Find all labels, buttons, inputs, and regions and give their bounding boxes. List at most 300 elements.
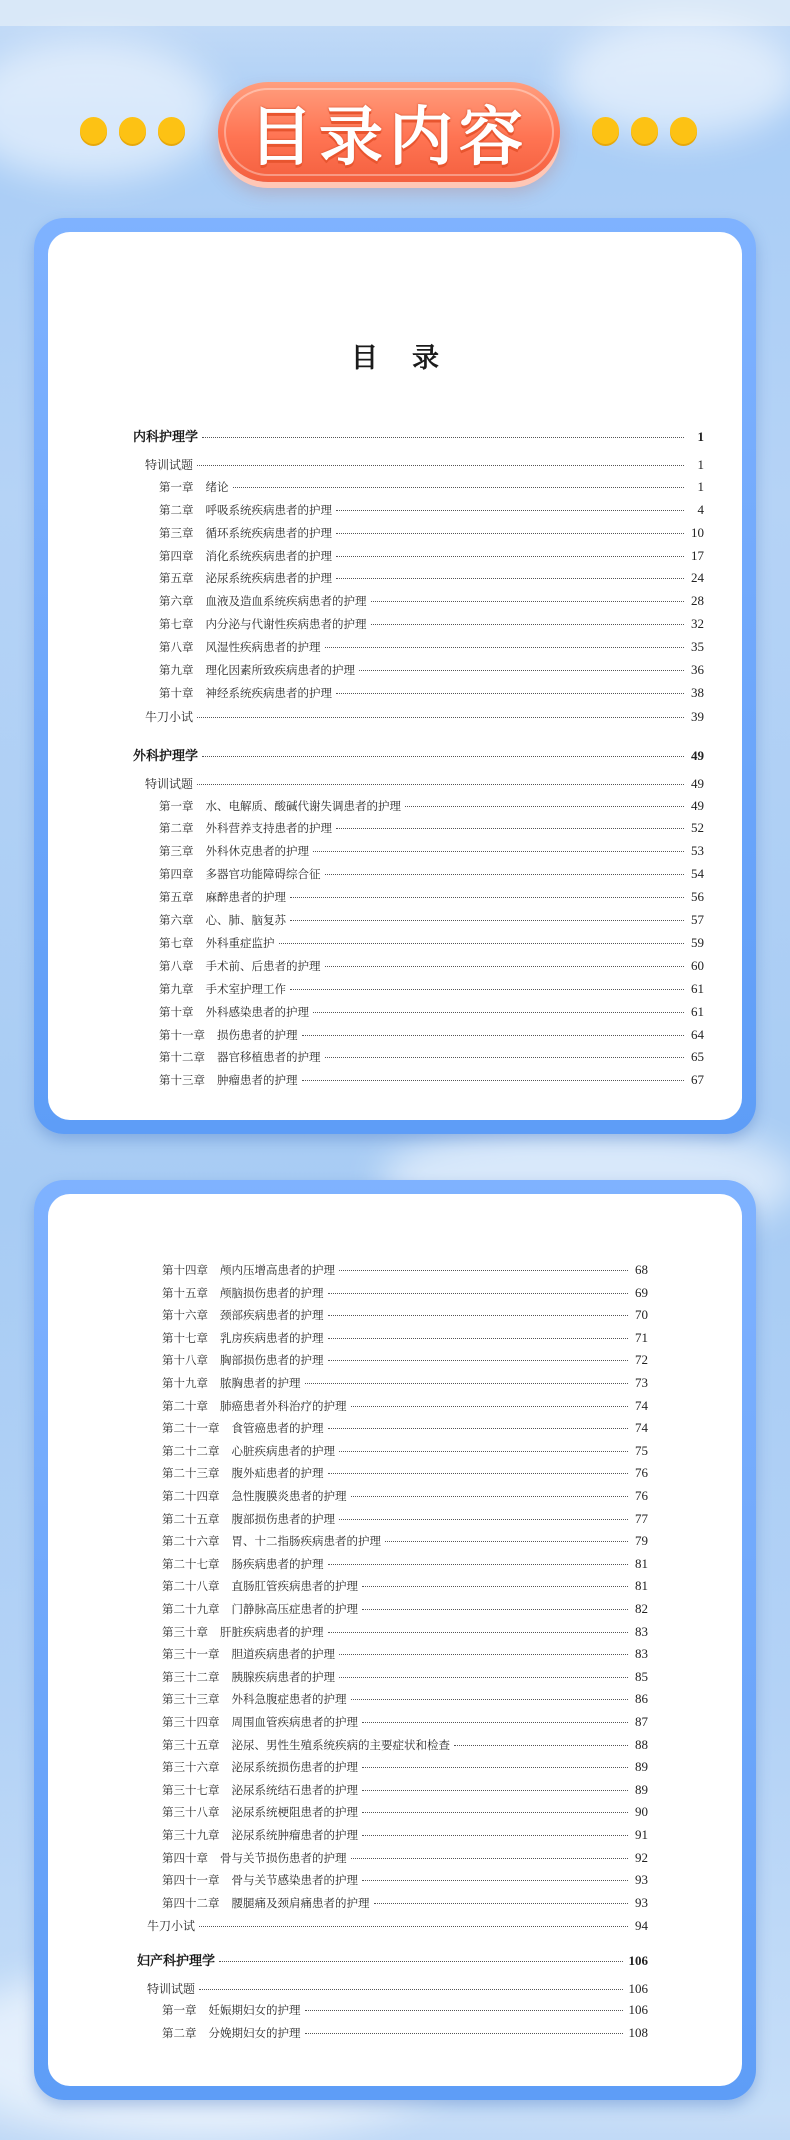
toc-chapter-row [159,639,704,655]
toc-chapter-row [162,1714,648,1730]
dot-leader [328,1632,629,1633]
toc-chapter-row [162,1556,648,1572]
dot-leader [336,828,684,829]
toc-chapter-row [162,1262,648,1278]
toc-chapter-row [162,1285,648,1301]
dot-leader [197,717,684,718]
toc-chapter-row [159,1049,704,1065]
chapter-number: 第十五章 [162,1285,208,1300]
chapter-number: 第十九章 [162,1376,208,1390]
page-number: 81 [635,1578,648,1594]
entry-title: 颅脑损伤患者的护理 [220,1285,324,1300]
chapter-number: 第二章 [159,502,194,517]
toc-chapter-row [159,820,704,836]
toc-chapter-row [159,685,704,701]
toc-chapter-row [162,2002,648,2018]
toc-chapter-row [162,1488,648,1504]
chapter-number: 第十二章 [159,1050,205,1065]
dot-icon [119,117,146,144]
dot-icon [631,117,658,144]
entry-title: 胸部损伤患者的护理 [220,1353,324,1368]
page-number: 93 [635,1894,648,1910]
toc-chapter-row [162,1352,648,1368]
chapter-number: 第二十一章 [162,1421,220,1436]
dot-leader [328,1360,629,1361]
entry-title: 血液及造血系统疾病患者的护理 [205,594,367,609]
dot-leader [385,1541,628,1542]
chapter-number: 第四十一章 [162,1873,220,1888]
header-title-badge [218,82,560,182]
toc-card-2-page [48,1194,742,2086]
chapter-number: 第二十七章 [162,1556,220,1571]
entry-title: 特训试题 [147,1981,196,1996]
toc-chapter-row [162,1375,648,1391]
chapter-number: 第三十五章 [162,1737,220,1752]
page-number: 91 [635,1827,648,1842]
dot-leader [351,1406,629,1407]
entry-title: 牛刀小试 [147,1919,196,1934]
page-number: 70 [635,1307,648,1323]
dot-leader [339,1654,628,1655]
toc-chapter-row [159,570,704,586]
chapter-number: 第三十章 [162,1624,208,1639]
dot-leader [313,1012,684,1013]
toc-chapter-row [159,1072,704,1088]
entry-title: 食管癌患者的护理 [231,1421,324,1436]
dot-leader [371,601,685,602]
entry-title: 泌尿系统损伤患者的护理 [231,1760,358,1775]
toc-chapter-row [162,1759,648,1775]
entry-title: 循环系统疾病患者的护理 [205,525,332,540]
entry-title: 神经系统疾病患者的护理 [205,685,332,700]
chapter-number: 第四章 [159,867,194,882]
page-number: 67 [691,1072,704,1088]
entry-title: 泌尿系统结石患者的护理 [231,1782,358,1797]
toc-chapter-row [162,1804,648,1820]
entry-title: 肠疾病患者的护理 [231,1556,324,1571]
page-number: 49 [691,747,704,763]
page-number: 4 [697,501,704,517]
page-number: 77 [635,1510,648,1526]
toc-subsection-row [145,708,704,725]
dot-leader [328,1338,629,1339]
page-number: 49 [691,797,704,813]
toc-chapter-row [159,866,704,882]
page-number: 90 [635,1804,648,1820]
page-number: 76 [635,1488,648,1503]
toc-chapter-row [162,2025,648,2041]
entry-title: 绪论 [205,479,229,494]
chapter-number: 第三十九章 [162,1828,220,1842]
entry-title: 手术前、后患者的护理 [205,958,321,973]
page-number: 61 [691,1003,704,1019]
toc-chapter-row [159,662,704,678]
entry-title: 内科护理学 [133,430,199,445]
dot-leader [290,989,684,990]
dot-leader [371,624,685,625]
dot-leader [362,1722,628,1723]
cloud-decoration [0,40,220,180]
entry-title: 外科感染患者的护理 [205,1004,309,1019]
toc-chapter-row [162,1646,648,1662]
chapter-number: 第十章 [159,685,194,700]
chapter-number: 第四十章 [162,1850,208,1865]
page-number: 108 [628,2024,648,2040]
dot-leader [219,1961,622,1962]
chapter-number: 第八章 [159,640,194,655]
chapter-number: 第十一章 [159,1027,205,1042]
entry-title: 腹部损伤患者的护理 [231,1511,335,1526]
page-number: 38 [691,684,704,700]
page-number: 1 [697,429,704,444]
page-number: 39 [691,708,704,724]
dot-leader [325,647,685,648]
toc-subsection-row [147,1917,648,1934]
page-number: 76 [635,1465,648,1481]
dot-leader [351,1496,629,1497]
chapter-number: 第三章 [159,844,194,859]
toc-chapter-row [162,1398,648,1414]
entry-title: 周围血管疾病患者的护理 [231,1715,358,1729]
chapter-number: 第十三章 [159,1073,205,1088]
chapter-number: 第三十二章 [162,1669,220,1684]
dot-leader [325,1057,685,1058]
entry-title: 内分泌与代谢性疾病患者的护理 [205,617,367,632]
dot-leader [362,1586,628,1587]
dot-leader [336,510,684,511]
page-number: 89 [635,1781,648,1797]
page-number: 65 [691,1049,704,1065]
page-number: 106 [628,2002,648,2018]
toc-chapter-row [162,1578,648,1594]
toc-chapter-row [159,912,704,928]
page-number: 81 [635,1555,648,1571]
chapter-number: 第九章 [159,663,194,677]
entry-title: 颈部疾病患者的护理 [220,1308,324,1323]
page-number: 1 [697,478,704,494]
entry-title: 肝脏疾病患者的护理 [220,1624,324,1639]
toc-section-row [133,745,704,764]
dot-leader [302,1035,685,1036]
toc-title: 目录 [351,343,473,374]
toc-chapter-row [159,525,704,541]
toc-chapter-row [162,1782,648,1798]
entry-title: 妇产科护理学 [137,1954,216,1969]
page-number: 87 [635,1714,648,1729]
chapter-number: 第一章 [159,798,194,813]
page-number: 69 [635,1284,648,1300]
dot-leader [328,1315,629,1316]
dot-leader [351,1858,629,1859]
page-number: 57 [691,912,704,927]
toc-chapter-row [159,981,704,997]
page-number: 28 [691,593,704,609]
dot-leader [328,1428,629,1429]
entry-title: 外科急腹症患者的护理 [231,1692,347,1707]
toc-chapter-row [162,1330,648,1346]
chapter-number: 第二十四章 [162,1489,220,1503]
badge-ring [224,88,554,176]
entry-title: 泌尿系统疾病患者的护理 [205,571,332,586]
dot-leader [336,578,684,579]
dot-leader [362,1812,628,1813]
toc-card-1-page [48,232,742,1120]
entry-title: 直肠肛管疾病患者的护理 [231,1579,358,1594]
dot-leader [374,1903,629,1904]
toc-chapter-row [162,1624,648,1640]
toc-subsection-row [145,775,704,792]
entry-title: 水、电解质、酸碱代谢失调患者的护理 [205,798,401,813]
dot-leader [336,533,684,534]
toc-subsection-row [145,456,704,473]
chapter-number: 第二章 [162,2025,197,2040]
chapter-number: 第二十三章 [162,1466,220,1481]
entry-title: 手术室护理工作 [205,981,286,996]
dot-leader [362,1880,628,1881]
toc-chapter-row [162,1850,648,1866]
chapter-number: 第三十六章 [162,1760,220,1775]
toc-card-1 [34,218,756,1134]
toc-chapter-row [162,1872,648,1888]
dot-leader [325,966,685,967]
page-number: 60 [691,957,704,973]
entry-title: 急性腹膜炎患者的护理 [231,1489,347,1503]
page-number: 64 [691,1026,704,1042]
page-number: 83 [635,1646,648,1662]
toc-chapter-row [162,1511,648,1527]
page-number: 75 [635,1442,648,1458]
dot-leader [339,1519,628,1520]
chapter-number: 第五章 [159,890,194,905]
entry-title: 心脏疾病患者的护理 [231,1443,335,1458]
dot-leader [290,897,684,898]
page-number: 24 [691,570,704,586]
page-number: 52 [691,820,704,836]
dot-leader [328,1564,629,1565]
chapter-number: 第三章 [159,525,194,540]
chapter-number: 第六章 [159,594,194,609]
page-number: 79 [635,1533,648,1549]
toc-card-2 [34,1180,756,2100]
dot-leader [362,1609,628,1610]
page-number: 106 [628,1980,648,1996]
entry-title: 特训试题 [145,457,194,472]
entry-title: 妊娠期妇女的护理 [208,2003,301,2018]
page-number: 54 [691,866,704,882]
toc-chapter-row [162,1533,648,1549]
toc-chapter-row [159,593,704,609]
dot-leader [339,1270,628,1271]
toc-chapter-row [159,616,704,632]
entry-title: 腰腿痛及颈肩痛患者的护理 [231,1895,370,1910]
dot-leader [359,670,684,671]
page-number: 86 [635,1691,648,1707]
page-number: 72 [635,1352,648,1368]
chapter-number: 第四章 [159,548,194,563]
dot-leader [290,920,684,921]
chapter-number: 第七章 [159,617,194,632]
entry-title: 肿瘤患者的护理 [217,1073,298,1088]
toc-chapter-row [162,1895,648,1911]
dot-leader [302,1080,685,1081]
chapter-number: 第十章 [159,1004,194,1019]
dot-icon [592,117,619,144]
toc-chapter-row [159,1027,704,1043]
chapter-number: 第二章 [159,821,194,836]
entry-title: 器官移植患者的护理 [217,1050,321,1065]
entry-title: 风湿性疾病患者的护理 [205,640,321,655]
toc-chapter-row [162,1443,648,1459]
page-number: 10 [691,524,704,540]
dot-leader [202,756,684,757]
page-number: 36 [691,662,704,677]
right-dots [592,117,697,144]
toc-chapter-row [162,1307,648,1323]
chapter-number: 第十八章 [162,1353,208,1368]
toc-chapter-row [159,935,704,951]
page-number: 59 [691,934,704,950]
entry-title: 骨与关节损伤患者的护理 [220,1850,347,1865]
dot-icon [80,117,107,144]
toc-chapter-row [162,1601,648,1617]
toc-subsection-row [147,1980,648,1997]
entry-title: 腹外疝患者的护理 [231,1466,324,1481]
chapter-number: 第二十八章 [162,1579,220,1594]
chapter-number: 第三十一章 [162,1647,220,1662]
entry-title: 消化系统疾病患者的护理 [205,548,332,563]
page-number: 106 [628,1953,648,1968]
page-number: 88 [635,1736,648,1752]
page-number: 56 [691,889,704,905]
entry-title: 胃、十二指肠疾病患者的护理 [231,1534,381,1549]
page-number: 71 [635,1329,648,1345]
dot-leader [336,556,684,557]
chapter-number: 第十七章 [162,1330,208,1345]
page-number: 17 [691,547,704,563]
entry-title: 损伤患者的护理 [217,1027,298,1042]
chapter-number: 第九章 [159,981,194,996]
dot-icon [158,117,185,144]
page-number: 82 [635,1601,648,1616]
entry-title: 胆道疾病患者的护理 [231,1647,335,1662]
page-number: 68 [635,1262,648,1277]
entry-title: 理化因素所致疾病患者的护理 [205,663,355,677]
chapter-number: 第十六章 [162,1308,208,1323]
entry-title: 外科重症监护 [205,935,275,950]
header-title: 目录内容 [249,101,529,175]
dot-leader [199,1989,622,1990]
dot-leader [305,2010,623,2011]
page-number: 53 [691,843,704,859]
entry-title: 颅内压增高患者的护理 [220,1263,335,1277]
chapter-number: 第一章 [159,479,194,494]
page-number: 85 [635,1668,648,1684]
dot-leader [328,1473,629,1474]
toc-chapter-row [162,1420,648,1436]
page-number: 74 [635,1397,648,1413]
dot-leader [197,784,684,785]
chapter-number: 第一章 [162,2003,197,2018]
page-number: 94 [635,1918,648,1934]
entry-title: 多器官功能障碍综合征 [205,867,321,882]
entry-title: 外科休克患者的护理 [205,844,309,859]
entry-title: 心、肺、脑复苏 [205,913,286,927]
toc-chapter-row [159,798,704,814]
dot-leader [197,465,684,466]
entry-title: 外科营养支持患者的护理 [205,821,332,836]
entry-title: 牛刀小试 [145,709,194,724]
chapter-number: 第三十七章 [162,1782,220,1797]
entry-title: 肺癌患者外科治疗的护理 [220,1398,347,1413]
chapter-number: 第四十二章 [162,1895,220,1910]
dot-leader [279,943,685,944]
entry-title: 外科护理学 [133,748,199,764]
left-dots [80,117,185,144]
dot-leader [351,1699,629,1700]
dot-leader [305,1383,629,1384]
dot-leader [362,1767,628,1768]
page-number: 35 [691,639,704,655]
entry-title: 分娩期妇女的护理 [208,2025,301,2040]
page-number: 93 [635,1872,648,1888]
entry-title: 骨与关节感染患者的护理 [231,1873,358,1888]
toc-chapter-row [159,1004,704,1020]
toc-chapter-row [162,1669,648,1685]
dot-leader [313,851,684,852]
toc-chapter-row [159,889,704,905]
toc-chapter-row [162,1827,648,1843]
toc-chapter-row [162,1465,648,1481]
page-number: 1 [697,456,704,472]
dot-leader [233,487,685,488]
dot-leader [339,1451,628,1452]
entry-title: 乳房疾病患者的护理 [220,1330,324,1345]
page-number: 83 [635,1623,648,1639]
entry-title: 呼吸系统疾病患者的护理 [205,502,332,517]
toc-chapter-row [159,843,704,859]
toc-chapter-row [159,502,704,518]
entry-title: 门静脉高压症患者的护理 [231,1602,358,1616]
dot-leader [305,2033,623,2034]
entry-title: 脓胸患者的护理 [220,1376,301,1390]
dot-leader [336,693,684,694]
dot-leader [328,1293,629,1294]
entry-title: 泌尿系统肿瘤患者的护理 [231,1828,358,1842]
chapter-number: 第二十二章 [162,1443,220,1458]
page-number: 74 [635,1420,648,1436]
toc-chapter-row [159,958,704,974]
page-number: 73 [635,1375,648,1390]
page-number: 32 [691,616,704,632]
dot-leader [362,1790,628,1791]
chapter-number: 第十四章 [162,1263,208,1277]
chapter-number: 第六章 [159,913,194,927]
page-number: 89 [635,1759,648,1775]
entry-title: 泌尿、男性生殖系统疾病的主要症状和检查 [231,1737,450,1752]
chapter-number: 第三十三章 [162,1692,220,1707]
page-number: 61 [691,980,704,996]
entry-title: 麻醉患者的护理 [205,890,286,905]
chapter-number: 第二十六章 [162,1534,220,1549]
chapter-number: 第五章 [159,571,194,586]
dot-leader [454,1745,628,1746]
entry-title: 胰腺疾病患者的护理 [231,1669,335,1684]
chapter-number: 第二十九章 [162,1602,220,1616]
toc-section-row [137,1950,648,1969]
dot-leader [199,1926,628,1927]
chapter-number: 第三十八章 [162,1805,220,1820]
toc-chapter-row [162,1737,648,1753]
